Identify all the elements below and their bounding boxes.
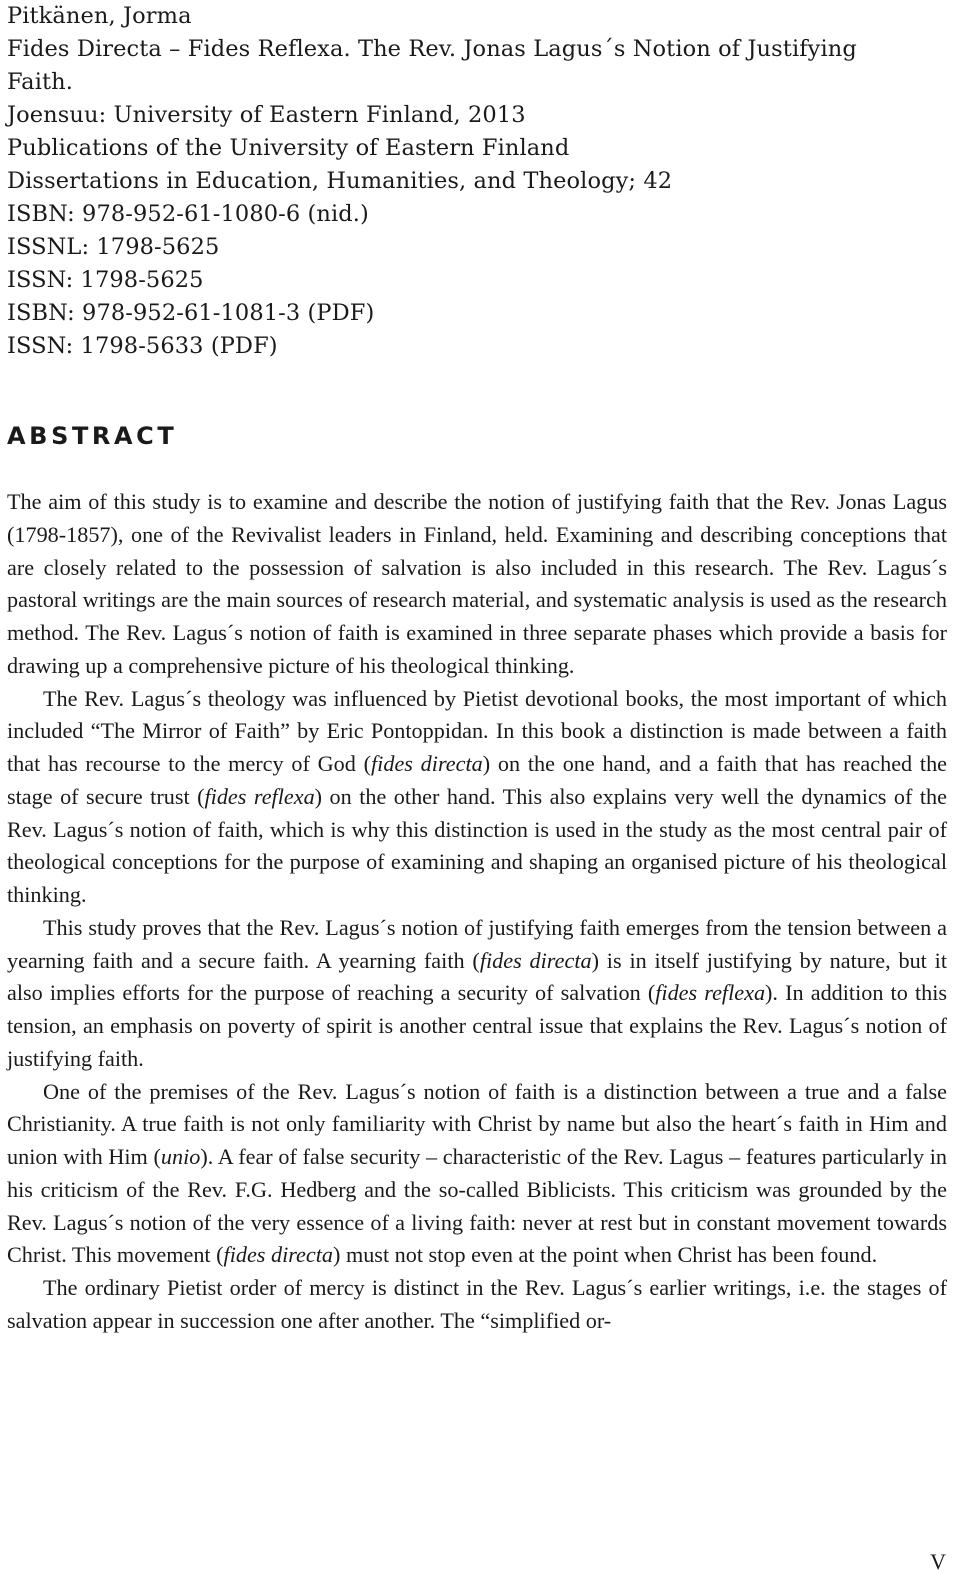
issn-pdf-line: ISSN: 1798-5633 (PDF)	[7, 333, 278, 359]
abstract-body	[7, 486, 947, 1338]
paragraph-text: One of the premises of the Rev. Lagus´s notion of faith is a distinction between a true and a false Christianity. A true faith is not only familiarity with Christ by name but also the heart´s faith in Him and union with Him (	[7, 1078, 947, 1169]
paragraph-text: ) on the one hand, and a faith that has reached the stage of secure trust (	[7, 751, 948, 809]
latin-term: fides directa	[371, 751, 483, 776]
paragraph-text: ). In addition to this tension, an emphasis on poverty of spirit is another central issue that explains the Rev. Lagus´s notion of justifying faith.	[7, 980, 947, 1071]
title-line-continued: Faith.	[7, 69, 73, 95]
paragraph-text: This study proves that the Rev. Lagus´s notion of justifying faith emerges from the tension between a yearning faith and a secure faith. A yearning faith (	[7, 914, 947, 973]
page-number: V	[930, 1549, 946, 1574]
paragraph-text: The Rev. Lagus´s theology was influenced by Pietist devotional books, the most important of which included “The Mirror of Faith” by Eric Pontoppidan. In this book a distinction is made between a faith that has recourse to the mercy of God (	[7, 685, 947, 776]
paragraph-text: ) must not stop even at the point when Christ has been found.	[333, 1242, 878, 1268]
abstract-paragraph-1: The aim of this study is to examine and describe the notion of justifying faith that the Rev. Jonas Lagus (1798-1857), one of the Revivalist leaders in Finland, held. Examining and describing conceptions that are closely related to the possession of salvation is also included in this research. The Rev. Lagus´s pastoral writings are the main sources of research material, and systematic analysis is used as the research method. The Rev. Lagus´s notion of faith is examined in three separate phases which provide a basis for drawing up a comprehensive picture of his theological thinking.	[7, 489, 947, 678]
latin-term: fides reflexa	[655, 980, 766, 1006]
paragraph-text: ) on the other hand. This also explains very well the dynamics of the Rev. Lagus´s notion of faith, which is why this distinction is used in the study as the most central pair of theological conceptions for the purpose of examining and shaping an organised picture of his theological thinking.	[7, 783, 947, 907]
issnl-line: ISSNL: 1798-5625	[7, 234, 220, 260]
latin-term: fides directa	[479, 947, 592, 973]
bibliographic-block	[7, 0, 907, 363]
latin-term: fides directa	[223, 1242, 334, 1268]
latin-term: fides reflexa	[204, 783, 315, 809]
abstract-paragraph-4	[7, 1076, 947, 1273]
issn-print-line: ISSN: 1798-5625	[7, 267, 204, 293]
abstract-paragraph-5: The ordinary Pietist order of mercy is distinct in the Rev. Lagus´s earlier writings, i.e. the stages of salvation appear in succession one after another. The “simplified or-	[7, 1275, 947, 1333]
series-line: Publications of the University of Eastern Finland	[7, 135, 570, 161]
series-number-line: Dissertations in Education, Humanities, and Theology; 42	[7, 168, 673, 194]
paragraph-text: ) is in itself justifying by nature, but it also implies efforts for the purpose of reaching a security of salvation (	[7, 947, 947, 1006]
isbn-pdf-line: ISBN: 978-952-61-1081-3 (PDF)	[7, 300, 375, 326]
isbn-print-line: ISBN: 978-952-61-1080-6 (nid.)	[7, 201, 369, 227]
title-line: Fides Directa – Fides Reflexa. The Rev. Jonas Lagus´s Notion of Justifying	[7, 36, 857, 62]
author-line: Pitkänen, Jorma	[7, 3, 192, 29]
abstract-paragraph-3	[7, 912, 947, 1076]
latin-term: unio	[160, 1144, 201, 1169]
publisher-line: Joensuu: University of Eastern Finland, 2013	[7, 102, 526, 128]
paragraph-text: ). A fear of false security – characteristic of the Rev. Lagus – features particularly in his criticism of the Rev. F.G. Hedberg and the so-called Biblicists. This criticism was grounded by the Rev. Lagus´s notion of the very essence of a living faith: never at rest but in constant movement towards Christ. This movement (	[7, 1144, 947, 1268]
abstract-paragraph-2	[7, 683, 947, 912]
abstract-heading: ABSTRACT	[7, 422, 178, 450]
